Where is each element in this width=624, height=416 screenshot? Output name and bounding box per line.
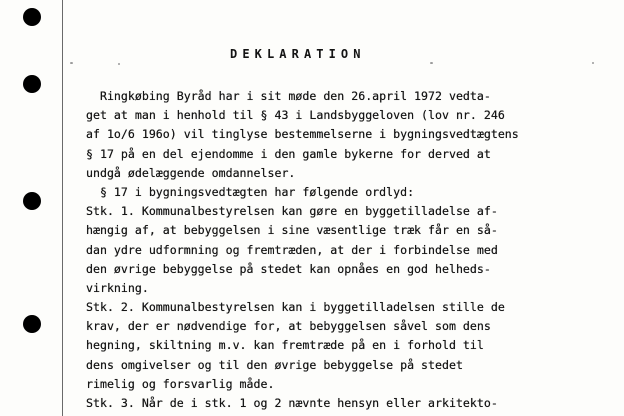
body-line: § 17 på en del ejendomme i den gamle bykerne for derved at xyxy=(86,146,491,161)
body-line: Ringkøbing Byråd har i sit møde den 26.april 1972 vedta- xyxy=(86,89,491,103)
margin-rule xyxy=(62,0,63,416)
punch-hole xyxy=(23,315,41,333)
punch-hole xyxy=(23,192,41,210)
paper-speck xyxy=(118,63,120,65)
document-title: DEKLARATION xyxy=(230,47,366,61)
body-line: Stk. 1. Kommunalbestyrelsen kan gøre en byggetilladelse af- xyxy=(86,204,498,219)
body-line: af 1o/6 196o) vil tinglyse bestemmelserne i bygningsvedtægtens xyxy=(86,127,519,142)
body-line: dan ydre udformning og fremtræden, at der i forbindelse med xyxy=(86,242,498,257)
body-line: get at man i henhold til § 43 i Landsbyggeloven (lov nr. 246 xyxy=(86,108,505,123)
body-line: virkning. xyxy=(86,280,149,295)
body-line: Stk. 2. Kommunalbestyrelsen kan i byggetilladelsen stille de xyxy=(86,300,505,315)
paper-speck xyxy=(70,62,73,64)
body-line: Stk. 3. Når de i stk. 1 og 2 nævnte hensyn eller arkitekto- xyxy=(86,396,498,410)
paper-speck xyxy=(430,62,433,64)
body-line: hængig af, at bebyggelsen i sine væsentlige træk får en så- xyxy=(86,223,498,238)
body-line: krav, der er nødvendige for, at bebyggelsen såvel som dens xyxy=(86,319,491,334)
paper-speck xyxy=(592,62,594,64)
body-line: undgå ødelæggende omdannelser. xyxy=(86,165,296,180)
body-line: den øvrige bebyggelse på stedet kan opnåes en god helheds- xyxy=(86,261,491,276)
punch-hole xyxy=(23,8,41,26)
document-body xyxy=(86,87,614,413)
punch-hole xyxy=(23,75,41,93)
body-line: dens omgivelser og til den øvrige bebyggelse på stedet xyxy=(86,357,463,372)
body-line: hegning, skiltning m.v. kan fremtræde på en i forhold til xyxy=(86,338,484,353)
body-line: § 17 i bygningsvedtægten har følgende ordlyd: xyxy=(86,184,415,199)
body-line: rimelig og forsvarlig måde. xyxy=(86,376,275,391)
